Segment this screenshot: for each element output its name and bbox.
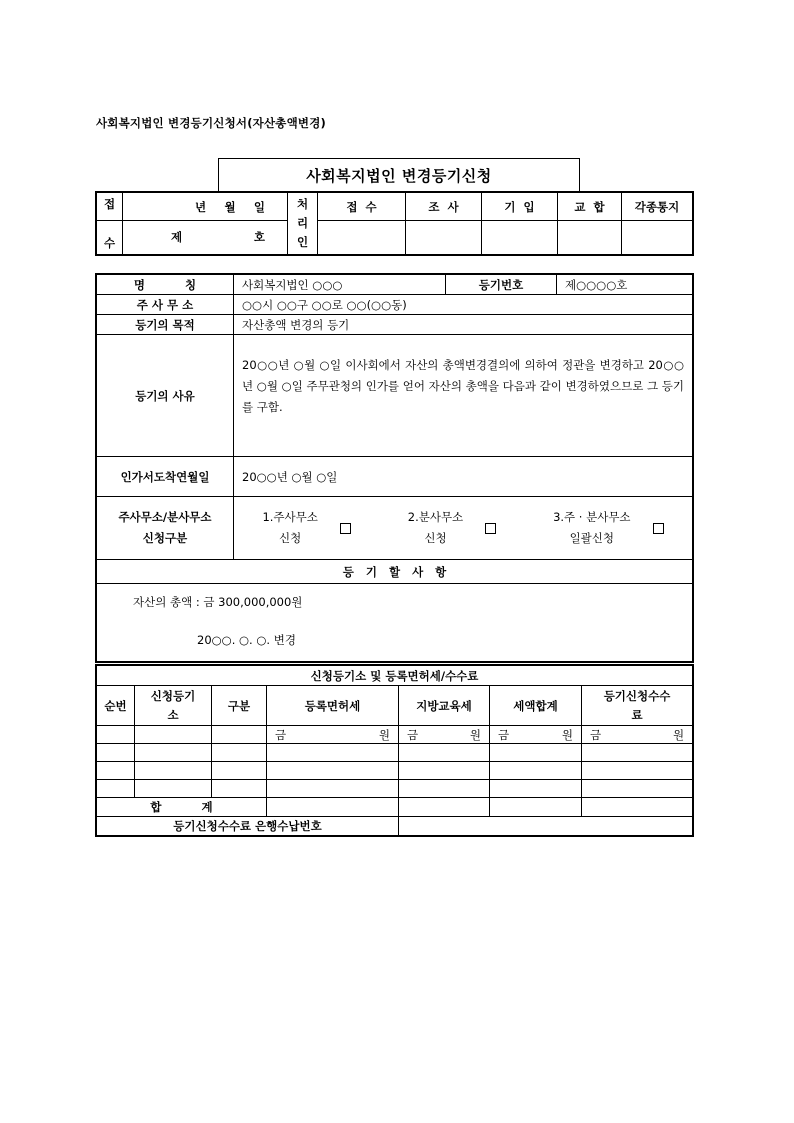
- col-office: 신청등기 소: [135, 686, 212, 726]
- division-options: [234, 497, 693, 560]
- table-row: [97, 762, 693, 780]
- reason-cell: [234, 335, 693, 457]
- office-label: 주 사 무 소: [97, 295, 234, 315]
- col-collation: 교 합: [558, 193, 622, 221]
- purpose-value: 자산총액 변경의 등기: [234, 315, 693, 335]
- cell-notification: [622, 221, 693, 255]
- name-value: 사회복지법인 ○○○: [234, 275, 446, 295]
- regno-value: 제○○○○호: [557, 275, 693, 295]
- approval-label: 인가서도착연월일: [97, 457, 234, 497]
- receipt-number: [123, 221, 288, 255]
- col-edu-tax: 지방교육세: [399, 686, 490, 726]
- checkbox-icon[interactable]: [485, 523, 496, 534]
- checkbox-icon[interactable]: [340, 523, 351, 534]
- matters-header: 등 기 할 사 항: [97, 560, 693, 584]
- reception-label-top: 접: [97, 193, 123, 221]
- receipt-date: [123, 193, 288, 221]
- col-entry: 기 입: [482, 193, 558, 221]
- total-fee: [582, 798, 693, 817]
- date-month: 월: [224, 199, 236, 214]
- date-day: 일: [253, 199, 265, 214]
- reception-label-bottom: 수: [97, 221, 123, 255]
- reason-value: 20○○년 ○월 ○일 이사회에서 자산의 총액변경결의에 의하여 정관을 변경하고 20○○년 ○월 ○일 주무관청의 인가를 얻어 자산의 총액을 다음과 같이 변경하였으므로 그 등기를 구함.: [242, 358, 684, 414]
- col-notification: 각종통지: [622, 193, 693, 221]
- division-label: 주사무소/분사무소 신청구분: [97, 497, 234, 560]
- option-bulk[interactable]: 3.주 · 분사무소 일괄신청: [553, 507, 663, 549]
- table-row: [97, 780, 693, 798]
- total-edu-tax: [399, 798, 490, 817]
- total-license-tax: [267, 798, 399, 817]
- document-label: 사회복지법인 변경등기신청서(자산총액변경): [96, 116, 326, 130]
- option-main-office[interactable]: 1.주사무소 신청: [262, 507, 350, 549]
- fees-header: 신청등기소 및 등록면허세/수수료: [97, 666, 693, 686]
- cell-investigation: [406, 221, 482, 255]
- approval-value: 20○○년 ○월 ○일: [234, 457, 693, 497]
- number-prefix: 제: [171, 230, 183, 244]
- checkbox-icon[interactable]: [653, 523, 664, 534]
- office-value: ○○시 ○○구 ○○로 ○○(○○동): [234, 295, 693, 315]
- purpose-label: 등기의 목적: [97, 315, 234, 335]
- date-year: 년: [195, 199, 207, 214]
- col-no: 순번: [97, 686, 135, 726]
- assets-line: 자산의 총액 : 금 300,000,000원: [133, 595, 303, 609]
- processor-label: 처 리 인: [288, 193, 318, 255]
- col-investigation: 조 사: [406, 193, 482, 221]
- option-branch-office[interactable]: 2.분사무소 신청: [408, 507, 496, 549]
- col-fee: 등기신청수수 료: [582, 686, 693, 726]
- matters-body: [97, 584, 693, 662]
- total-label: 합 계: [97, 798, 267, 817]
- name-label: 명 칭: [97, 275, 234, 295]
- number-suffix: 호: [253, 230, 265, 244]
- col-license-tax: 등록면허세: [267, 686, 399, 726]
- receipt-table: [96, 192, 693, 255]
- cell-collation: [558, 221, 622, 255]
- cell-reception: [318, 221, 406, 255]
- page-title: 사회복지법인 변경등기신청: [218, 158, 580, 192]
- bank-number[interactable]: [399, 817, 693, 836]
- cell-entry: [482, 221, 558, 255]
- regno-label: 등기번호: [446, 275, 557, 295]
- table-row: [97, 744, 693, 762]
- col-type: 구분: [212, 686, 267, 726]
- col-tax-total: 세액합계: [490, 686, 582, 726]
- application-table: [96, 274, 693, 662]
- bank-label: 등기신청수수료 은행수납번호: [97, 817, 399, 836]
- table-row: 금 원 금 원 금 원 금 원: [97, 726, 693, 744]
- col-reception: 접 수: [318, 193, 406, 221]
- reason-label: 등기의 사유: [97, 335, 234, 457]
- fees-table: [96, 665, 693, 836]
- change-line: 20○○. ○. ○. 변경: [197, 633, 296, 647]
- total-tax: [490, 798, 582, 817]
